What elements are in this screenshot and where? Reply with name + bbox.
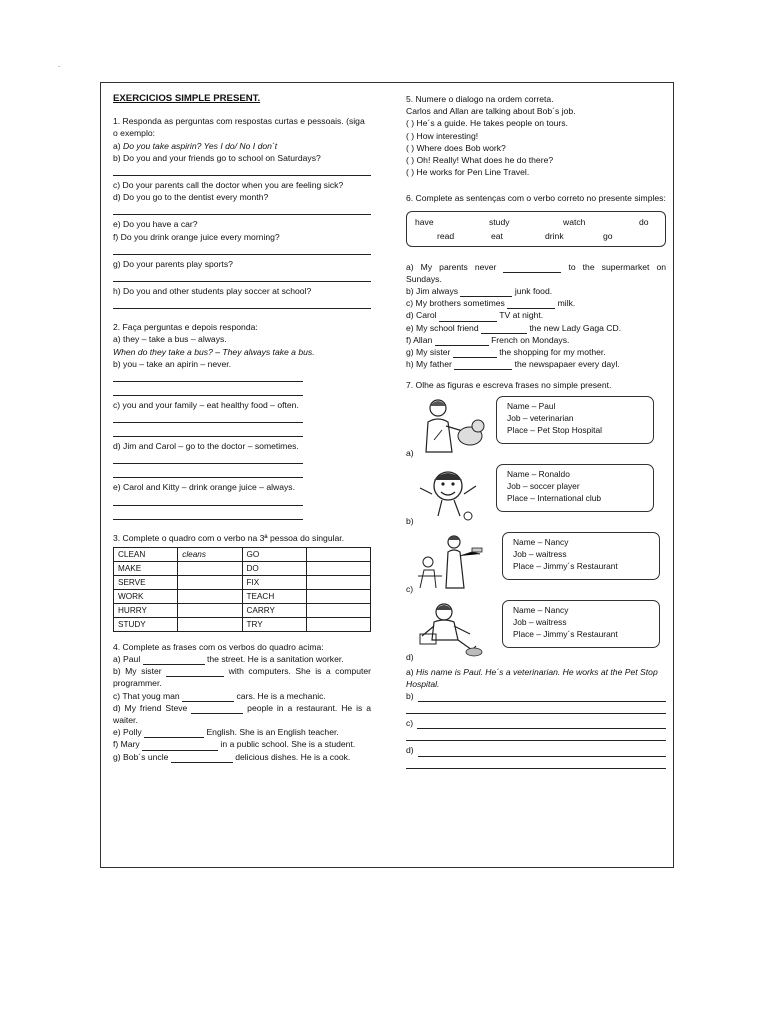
- verb-table-row: [114, 617, 371, 631]
- answer-line[interactable]: [113, 495, 303, 506]
- word: eat: [491, 230, 503, 241]
- answer-line[interactable]: [113, 467, 303, 478]
- ex5-subheading: Carlos and Allan are talking about Bob´s job.: [406, 106, 576, 117]
- verb-cell: SERVE: [114, 575, 178, 589]
- info-job: Job – waitress: [513, 548, 567, 559]
- ex6-item-h: h) My father the newspapaer every dayl.: [406, 359, 620, 370]
- answer-blank[interactable]: [481, 324, 527, 334]
- answer-line[interactable]: [113, 271, 371, 282]
- word: do: [639, 216, 649, 227]
- ex2-prompt-d: d) Jim and Carol – go to the doctor – sometimes.: [113, 441, 299, 452]
- answer-blank[interactable]: [143, 655, 205, 665]
- ex7-heading: 7. Olhe as figuras e escreva frases no simple present.: [406, 380, 612, 391]
- answer-cell[interactable]: [306, 561, 370, 575]
- answer-cell[interactable]: [178, 589, 242, 603]
- verb-table-row: [114, 589, 371, 603]
- answer-cell[interactable]: [178, 617, 242, 631]
- answer-blank[interactable]: [182, 692, 234, 702]
- info-name: Name – Nancy: [513, 604, 569, 615]
- answer-cell[interactable]: [178, 561, 242, 575]
- picture-letter: a): [406, 448, 414, 459]
- ex6-item-e: e) My school friend the new Lady Gaga CD.: [406, 322, 622, 333]
- answer-line[interactable]: [113, 509, 303, 520]
- answer-cell[interactable]: [306, 617, 370, 631]
- verb-word-box: [406, 211, 666, 247]
- answer-cell[interactable]: [306, 575, 370, 589]
- answer-line[interactable]: [113, 453, 303, 464]
- ex6-item-c: c) My brothers sometimes milk.: [406, 298, 576, 309]
- ex6-item-b: b) Jim always junk food.: [406, 286, 553, 297]
- worksheet-page: [100, 82, 674, 868]
- soccer-player-illustration: [412, 464, 492, 522]
- answer-line[interactable]: [406, 703, 666, 714]
- ex1-question-b: b) Do you and your friends go to school on Saturdays?: [113, 152, 321, 163]
- ex6-item-f: f) Allan French on Mondays.: [406, 334, 570, 345]
- answer-blank[interactable]: [418, 692, 666, 702]
- answer-blank[interactable]: [166, 667, 224, 677]
- info-place: Place – Jimmy´s Restaurant: [513, 560, 618, 571]
- answer-blank[interactable]: [460, 287, 512, 297]
- answer-line[interactable]: [113, 298, 371, 309]
- picture-card-c: [406, 530, 666, 596]
- verb-cell: TRY: [242, 617, 306, 631]
- dialog-line[interactable]: ( ) He works for Pen Line Travel.: [406, 167, 530, 178]
- info-place: Place – Pet Stop Hospital: [507, 424, 602, 435]
- picture-letter: b): [406, 516, 414, 527]
- picture-card-d: [406, 598, 666, 664]
- answer-row-b: b): [406, 690, 666, 702]
- word: drink: [545, 230, 564, 241]
- ex1-question-c: c) Do your parents call the doctor when you are feeling sick?: [113, 180, 344, 191]
- answer-blank[interactable]: [417, 719, 666, 729]
- info-job: Job – soccer player: [507, 480, 580, 491]
- ex3-heading: 3. Complete o quadro com o verbo na 3ª pessoa do singular.: [113, 532, 345, 543]
- picture-letter: d): [406, 652, 414, 663]
- ex2-prompt-c: c) you and your family – eat healthy food – often.: [113, 400, 299, 411]
- info-place: Place – Jimmy´s Restaurant: [513, 628, 618, 639]
- ex1-question-g: g) Do your parents play sports?: [113, 258, 233, 269]
- ex6-item-g: g) My sister the shopping for my mother.: [406, 347, 606, 358]
- ex1-heading: 1. Responda as perguntas com respostas curtas e pessoais. (siga o exemplo:: [113, 116, 365, 139]
- answer-cell[interactable]: [306, 603, 370, 617]
- verb-cell: FIX: [242, 575, 306, 589]
- verb-table-row: [114, 547, 371, 561]
- right-column: [406, 93, 666, 772]
- verb-cell: CLEAN: [114, 547, 178, 561]
- ex1-example: a) Do you take aspirin? Yes I do/ No I don´t: [113, 140, 278, 151]
- ex2-prompt-e: e) Carol and Kitty – drink orange juice – always.: [113, 482, 295, 493]
- word: study: [489, 216, 510, 227]
- ex4-item-d: d) My friend Steve people in a restaurant. He is a waiter.: [113, 702, 372, 726]
- info-place: Place – International club: [507, 492, 602, 503]
- answer-row-d: d): [406, 744, 666, 756]
- info-job: Job – waitress: [513, 616, 567, 627]
- answer-blank[interactable]: [507, 299, 555, 309]
- verb-cell: TEACH: [242, 589, 306, 603]
- ex2-heading: 2. Faça perguntas e depois responda:: [113, 322, 258, 333]
- picture-card-b: [406, 462, 666, 528]
- answer-blank[interactable]: [144, 728, 204, 738]
- word: have: [415, 216, 434, 227]
- answer-blank[interactable]: [503, 263, 561, 273]
- ex4-item-g: g) Bob´s uncle delicious dishes. He is a cook.: [113, 751, 351, 762]
- info-name: Name – Paul: [507, 400, 556, 411]
- ex4-item-b: b) My sister with computers. She is a computer programmer.: [113, 666, 371, 689]
- picture-card-a: [406, 394, 666, 460]
- answer-line[interactable]: [406, 758, 666, 769]
- answer-line[interactable]: [406, 730, 666, 741]
- ex5-heading: 5. Numere o dialogo na ordem correta.: [406, 94, 554, 104]
- info-card: [496, 464, 654, 512]
- ex1-question-h: h) Do you and other students play soccer at school?: [113, 286, 312, 297]
- ex2-prompt-b: b) you – take an apirin – never.: [113, 358, 232, 369]
- verb-cell: STUDY: [114, 617, 178, 631]
- veterinarian-illustration: [412, 396, 492, 454]
- answer-line[interactable]: [113, 385, 303, 396]
- dialog-line[interactable]: ( ) Where does Bob work?: [406, 142, 506, 153]
- info-job: Job – veterinarian: [507, 412, 574, 423]
- info-name: Name – Nancy: [513, 536, 569, 547]
- verb-cell: WORK: [114, 589, 178, 603]
- answer-line[interactable]: [113, 165, 371, 176]
- mechanic-illustration: [412, 600, 492, 658]
- picture-letter: c): [406, 584, 414, 595]
- answer-blank[interactable]: [142, 741, 218, 751]
- answer-cell[interactable]: [178, 575, 242, 589]
- verb-table-row: [114, 603, 371, 617]
- answer-row-c: c): [406, 717, 666, 729]
- answer-blank[interactable]: [171, 753, 233, 763]
- info-card: [502, 600, 660, 648]
- word: go: [603, 230, 613, 241]
- info-card: [496, 396, 654, 444]
- ex4-item-e: e) Polly English. She is an English teacher.: [113, 727, 339, 738]
- verb-cell: CARRY: [242, 603, 306, 617]
- ex4-item-f: f) Mary in a public school. She is a student.: [113, 739, 356, 750]
- ex6-item-a: a) My parents never to the supermarket on Sundays.: [406, 261, 667, 284]
- answer-cell[interactable]: [306, 589, 370, 603]
- verb-cell: GO: [242, 547, 306, 561]
- answer-line[interactable]: [113, 204, 371, 215]
- ex1-question-d: d) Do you go to the dentist every month?: [113, 192, 269, 203]
- answer-blank[interactable]: [418, 747, 666, 757]
- dialog-line[interactable]: ( ) He´s a guide. He takes people on tours.: [406, 118, 568, 129]
- ex6-heading: 6. Complete as sentenças com o verbo correto no presente simples:: [406, 193, 666, 204]
- answer-blank[interactable]: [453, 348, 497, 358]
- verb-table: [113, 547, 371, 632]
- ex4-item-c: c) That youg man cars. He is a mechanic.: [113, 690, 326, 701]
- answer-blank[interactable]: [435, 336, 489, 346]
- ex1-question-e: e) Do you have a car?: [113, 219, 198, 230]
- ex4-item-a: a) Paul the street. He is a sanitation worker.: [113, 654, 344, 665]
- ex7-answer-a: a) His name is Paul. He´s a veterinarian. He works at the Pet Stop Hospital.: [406, 666, 658, 689]
- left-column: [113, 93, 371, 763]
- verb-table-row: [114, 561, 371, 575]
- worksheet-title: EXERCICIOS SIMPLE PRESENT.: [113, 93, 261, 104]
- answer-blank[interactable]: [439, 312, 497, 322]
- ex2-example: When do they take a bus? – They always take a bus.: [113, 346, 315, 357]
- dialog-line[interactable]: ( ) How interesting!: [406, 130, 479, 141]
- waitress-illustration: [412, 532, 492, 590]
- ex4-heading: 4. Complete as frases com os verbos do quadro acima:: [113, 641, 324, 652]
- answer-line[interactable]: [113, 426, 303, 437]
- answer-line[interactable]: [113, 412, 303, 423]
- answer-cell[interactable]: [306, 547, 370, 561]
- answer-blank[interactable]: [191, 704, 243, 714]
- ex1-question-f: f) Do you drink orange juice every morning?: [113, 231, 280, 242]
- verb-table-row: [114, 575, 371, 589]
- word: read: [437, 230, 455, 241]
- dialog-line[interactable]: ( ) Oh! Really! What does he do there?: [406, 155, 554, 166]
- info-name: Name – Ronaldo: [507, 468, 570, 479]
- verb-cell: MAKE: [114, 561, 178, 575]
- verb-cell: DO: [242, 561, 306, 575]
- verb-cell: HURRY: [114, 603, 178, 617]
- answer-blank[interactable]: [454, 360, 512, 370]
- ex2-prompt-a: a) they – take a bus – always.: [113, 334, 227, 345]
- answer-cell[interactable]: cleans: [178, 547, 242, 561]
- ex6-item-d: d) Carol TV at night.: [406, 310, 544, 321]
- answer-cell[interactable]: [178, 603, 242, 617]
- answer-line[interactable]: [113, 371, 303, 382]
- info-card: [502, 532, 660, 580]
- page-mark: .: [58, 60, 61, 69]
- answer-line[interactable]: [113, 244, 371, 255]
- word: watch: [563, 216, 586, 227]
